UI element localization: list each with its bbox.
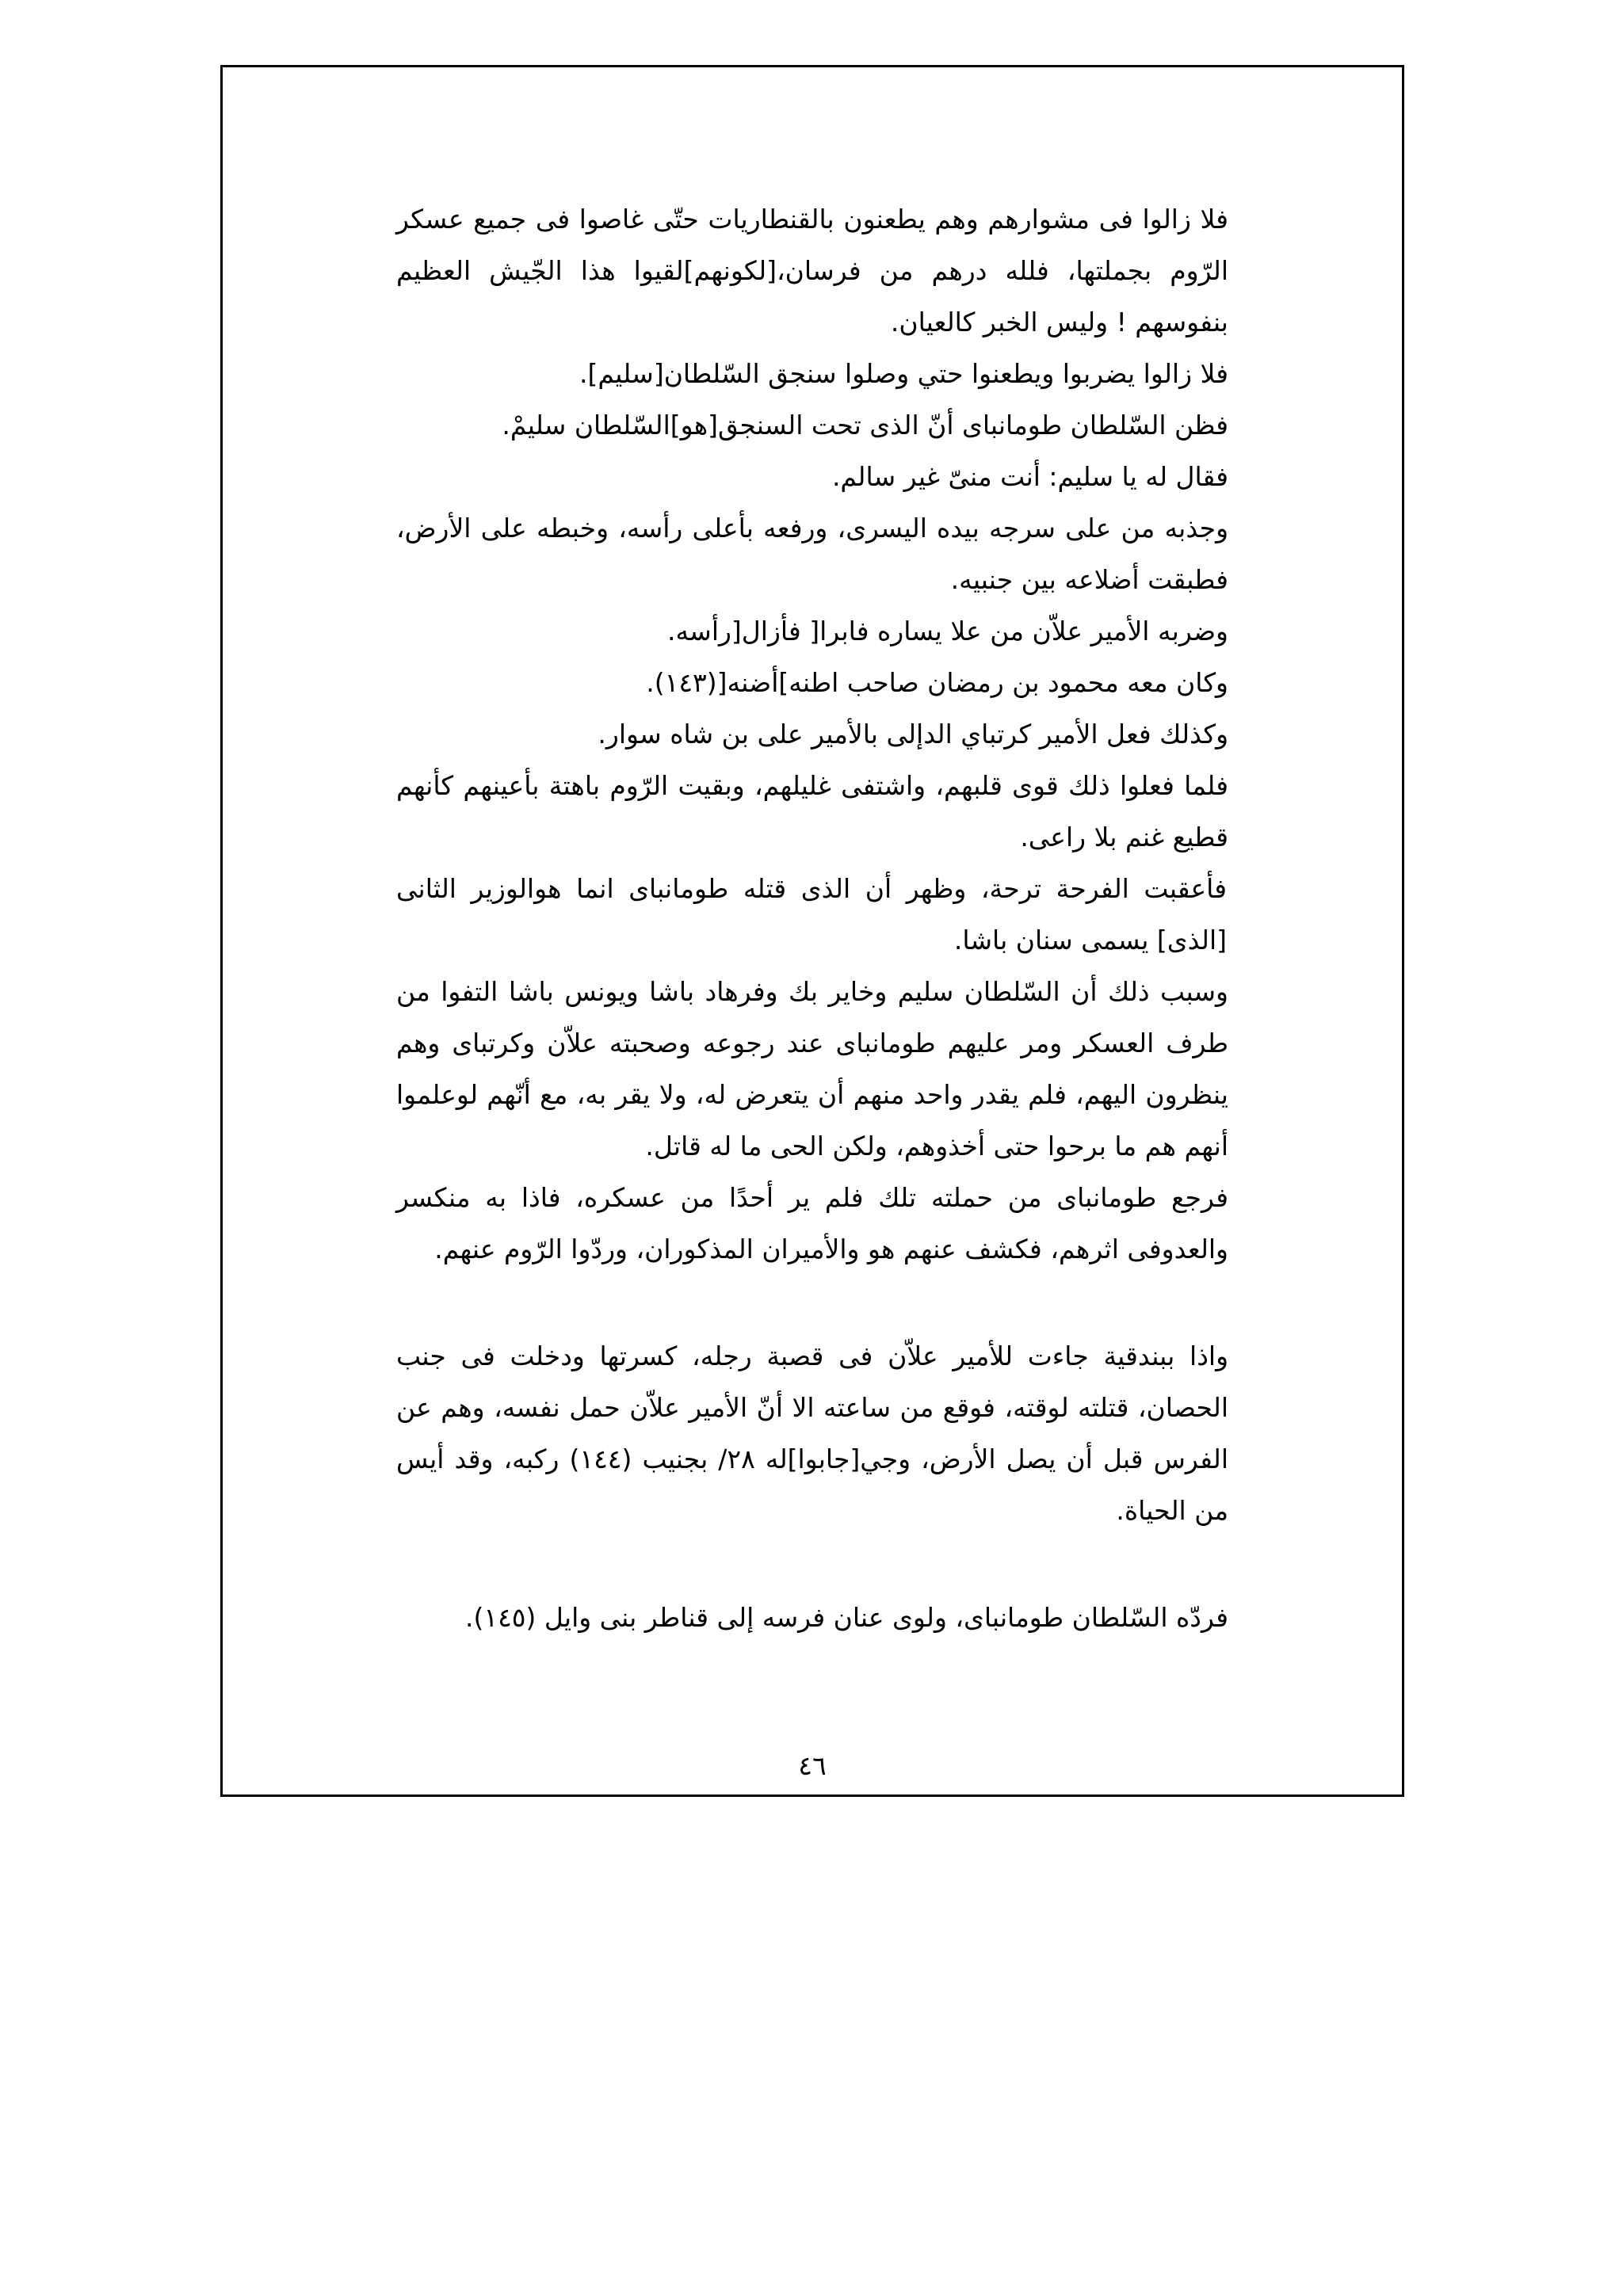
paragraph: واذا ببندقية جاءت للأمير علاّن فى قصبة رجله، كسرتها ودخلت فى جنب الحصان، قتلته لوقته، فوقع من ساعته الا أنّ الأمير علاّن حمل نفسه، وهم عن الفرس قبل أن يصل الأرض، وجي[جابوا]له ٢٨/ بجنيب (١٤٤) ركبه، وقد أيس من الحياة.	[396, 1341, 1229, 1526]
paragraph: فرجع طومانباى من حملته تلك فلم ير أحدًا من عسكره، فاذا به منكسر والعدوفى اثرهم، فكشف عنهم هو والأميران المذكوران، وردّوا الرّوم عنهم.	[396, 1182, 1228, 1264]
paragraph: فردّه السّلطان طومانباى، ولوى عنان فرسه إلى قناطر بنى وايل (١٤٥).	[464, 1602, 1228, 1633]
paragraph-gap	[396, 1275, 1228, 1330]
paragraph: وكان معه محمود بن رمضان صاحب اطنه]أضنه[(١٤٣).	[646, 667, 1228, 698]
paragraph: فأعقبت الفرحة ترحة، وظهر أن الذى قتله طومانباى انما هوالوزير الثانى [الذى] يسمى سنان باشا.	[396, 873, 1227, 955]
paragraph: فلا زالوا يضربوا ويطعنوا حتي وصلوا سنجق السّلطان[سليم].	[579, 358, 1228, 389]
body-text	[396, 193, 1228, 1643]
paragraph: وجذبه من على سرجه بيده اليسرى، ورفعه بأعلى رأسه، وخبطه على الأرض، فطبقت أضلاعه بين جنبيه.	[396, 513, 1228, 595]
paragraph: وكذلك فعل الأمير كرتباي الدإلى بالأمير على بن شاه سوار.	[598, 719, 1228, 749]
paragraph: وضربه الأمير علاّن من علا يساره فابرا[ فأزال[رأسه.	[667, 616, 1228, 646]
paragraph-gap	[396, 1536, 1228, 1592]
paragraph: فلا زالوا فى مشوارهم وهم يطعنون بالقنطاريات حتّى غاصوا فى جميع عسكر الرّوم بجملتها، فلله درهم من فرسان،[لكونهم]لقيوا هذا الجّيش العظيم بنفوسهم ! وليس الخبر كالعيان.	[396, 204, 1228, 338]
paragraph: فلما فعلوا ذلك قوى قلبهم، واشتفى غليلهم، وبقيت الرّوم باهتة بأعينهم كأنهم قطيع غنم بلا راعى.	[396, 770, 1228, 852]
paragraph: فظن السّلطان طومانباى أنّ الذى تحت السنجق[هو]السّلطان سليمْ.	[502, 410, 1228, 441]
page-number: ٤٦	[798, 1750, 827, 1781]
paragraph: وسبب ذلك أن السّلطان سليم وخاير بك وفرهاد باشا ويونس باشا التفوا من طرف العسكر ومر عليهم طومانباى عند رجوعه وصحبته علاّن وكرتباى وهم ينظرون اليهم، فلم يقدر واحد منهم أن يتعرض له، ولا يقر به، مع أنّهم لوعلموا أنهم هم ما برحوا حتى أخذوهم، ولكن الحى ما له قاتل.	[396, 976, 1228, 1161]
paragraph: فقال له يا سليم: أنت منىّ غير سالم.	[831, 461, 1228, 492]
